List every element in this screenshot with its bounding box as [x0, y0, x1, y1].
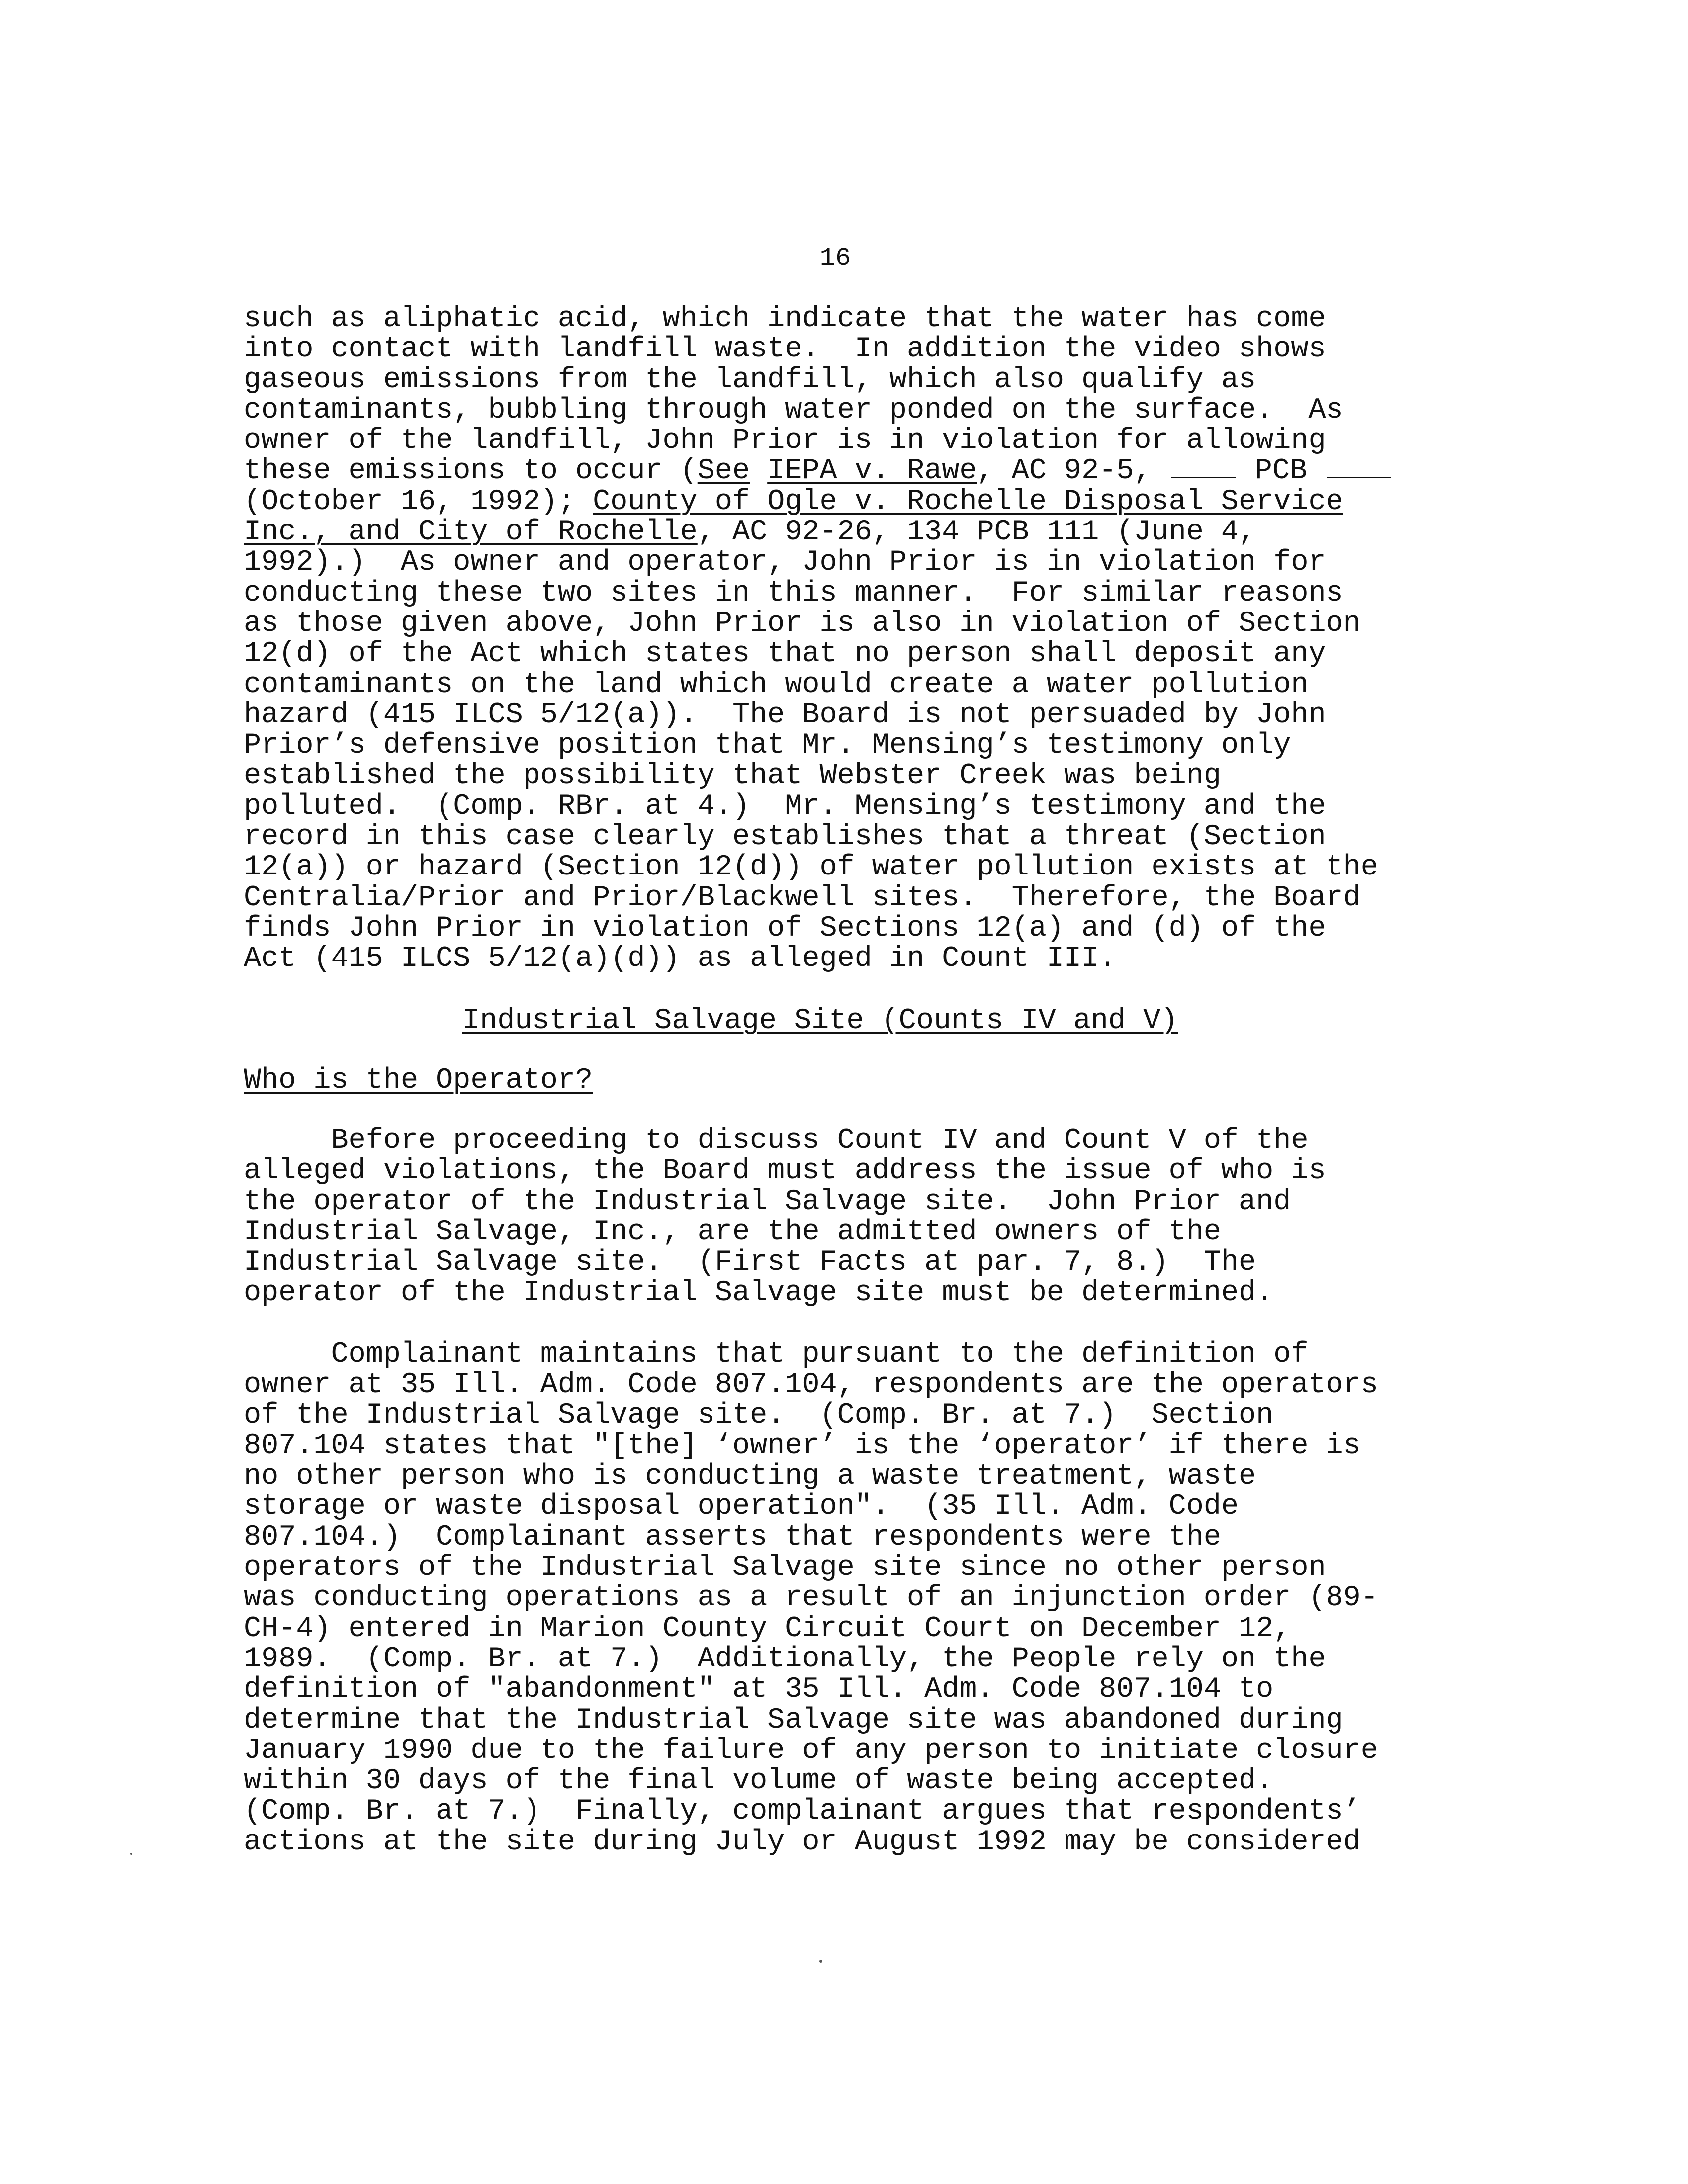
text-line: contaminants, bubbling through water ponded on the surface. As — [244, 393, 1343, 427]
text-line: no other person who is conducting a waste treatment, waste — [244, 1459, 1256, 1493]
subsection-heading: Who is the Operator? — [244, 1063, 593, 1097]
text-line: conducting these two sites in this manner. For similar reasons — [244, 576, 1343, 610]
text-line: within 30 days of the final volume of waste being accepted. — [244, 1764, 1274, 1798]
text-line: owner of the landfill, John Prior is in violation for allowing — [244, 424, 1326, 457]
text-fragment: , AC 92-26, 134 PCB 111 (June 4, — [697, 515, 1256, 549]
text-line: operator of the Industrial Salvage site must be determined. — [244, 1276, 1274, 1310]
text-line: established the possibility that Webster Creek was being — [244, 759, 1221, 792]
paragraph-complainant-position — [244, 1339, 1447, 1857]
text-line: such as aliphatic acid, which indicate that the water has come — [244, 302, 1326, 335]
text-line: 807.104.) Complainant asserts that respondents were the — [244, 1520, 1221, 1554]
text-line: was conducting operations as a result of an injunction order (89- — [244, 1581, 1378, 1615]
text-line: (Comp. Br. at 7.) Finally, complainant argues that respondents’ — [244, 1794, 1361, 1828]
text-line: CH-4) entered in Marion County Circuit Court on December 12, — [244, 1611, 1291, 1645]
citation-blank — [1171, 477, 1236, 478]
text-line: actions at the site during July or August 1992 may be considered — [244, 1825, 1361, 1858]
text-line: 1989. (Comp. Br. at 7.) Additionally, the People rely on the — [244, 1642, 1326, 1675]
text-line — [244, 455, 1447, 486]
text-line: gaseous emissions from the landfill, which also qualify as — [244, 362, 1256, 396]
text-line: 1992).) As owner and operator, John Prior is in violation for — [244, 545, 1326, 579]
text-line — [244, 517, 1447, 547]
case-citation-ogle-cont: Inc., and City of Rochelle — [244, 515, 698, 549]
text-line: 12(d) of the Act which states that no person shall deposit any — [244, 637, 1326, 671]
text-line: 12(a)) or hazard (Section 12(d)) of water pollution exists at the — [244, 850, 1378, 884]
text-line: Act (415 ILCS 5/12(a)(d)) as alleged in Count III. — [244, 942, 1117, 975]
text-line: Industrial Salvage, Inc., are the admitted owners of the — [244, 1215, 1221, 1248]
text-line: definition of "abandonment" at 35 Ill. Adm. Code 807.104 to — [244, 1672, 1274, 1706]
case-citation-ogle: County of Ogle v. Rochelle Disposal Service — [593, 484, 1343, 518]
text-line: 807.104 states that "[the] ‘owner’ is the ‘operator’ if there is — [244, 1428, 1361, 1462]
text-fragment: these emissions to occur ( — [244, 454, 698, 488]
paragraph-operator-issue — [244, 1125, 1447, 1308]
section-heading: Industrial Salvage Site (Counts IV and V) — [462, 1004, 1178, 1037]
text-line: polluted. (Comp. RBr. at 4.) Mr. Mensing’s testimony and the — [244, 789, 1326, 823]
scan-speck — [130, 1853, 132, 1855]
text-line — [244, 486, 1447, 517]
text-line: determine that the Industrial Salvage site was abandoned during — [244, 1703, 1343, 1737]
text-line: January 1990 due to the failure of any person to initiate closure — [244, 1733, 1378, 1767]
text-line: Complainant maintains that pursuant to the definition of — [244, 1337, 1309, 1371]
text-fragment: (October 16, 1992); — [244, 484, 593, 518]
text-line: Centralia/Prior and Prior/Blackwell sites. Therefore, the Board — [244, 880, 1361, 914]
text-line: storage or waste disposal operation". (35 Ill. Adm. Code — [244, 1489, 1239, 1523]
text-line: as those given above, John Prior is also in violation of Section — [244, 606, 1361, 640]
case-citation-rawe: IEPA v. Rawe — [767, 454, 977, 488]
text-line: the operator of the Industrial Salvage site. John Prior and — [244, 1184, 1291, 1218]
text-line: of the Industrial Salvage site. (Comp. Br. at 7.) Section — [244, 1398, 1274, 1432]
text-line: contaminants on the land which would create a water pollution — [244, 667, 1309, 701]
text-line: record in this case clearly establishes that a threat (Section — [244, 820, 1326, 854]
text-line: operators of the Industrial Salvage site since no other person — [244, 1551, 1326, 1584]
signal-see: See — [697, 454, 750, 488]
page-number: 16 — [819, 244, 851, 273]
scan-speck — [819, 1960, 822, 1963]
citation-blank — [1327, 477, 1391, 478]
text-fragment — [750, 454, 767, 487]
text-fragment: PCB — [1254, 454, 1308, 488]
text-fragment: , AC 92-5, — [977, 454, 1152, 488]
text-line: finds John Prior in violation of Sections 12(a) and (d) of the — [244, 911, 1326, 945]
paragraph-count-iii-findings — [244, 303, 1447, 974]
text-line: hazard (415 ILCS 5/12(a)). The Board is not persuaded by John — [244, 698, 1326, 731]
text-line: into contact with landfill waste. In addition the video shows — [244, 332, 1326, 366]
text-line: Industrial Salvage site. (First Facts at par. 7, 8.) The — [244, 1245, 1256, 1279]
text-line: owner at 35 Ill. Adm. Code 807.104, respondents are the operators — [244, 1368, 1378, 1401]
text-line: Prior’s defensive position that Mr. Mensing’s testimony only — [244, 728, 1291, 762]
text-line: alleged violations, the Board must address the issue of who is — [244, 1154, 1326, 1188]
text-line: Before proceeding to discuss Count IV and Count V of the — [244, 1124, 1309, 1157]
